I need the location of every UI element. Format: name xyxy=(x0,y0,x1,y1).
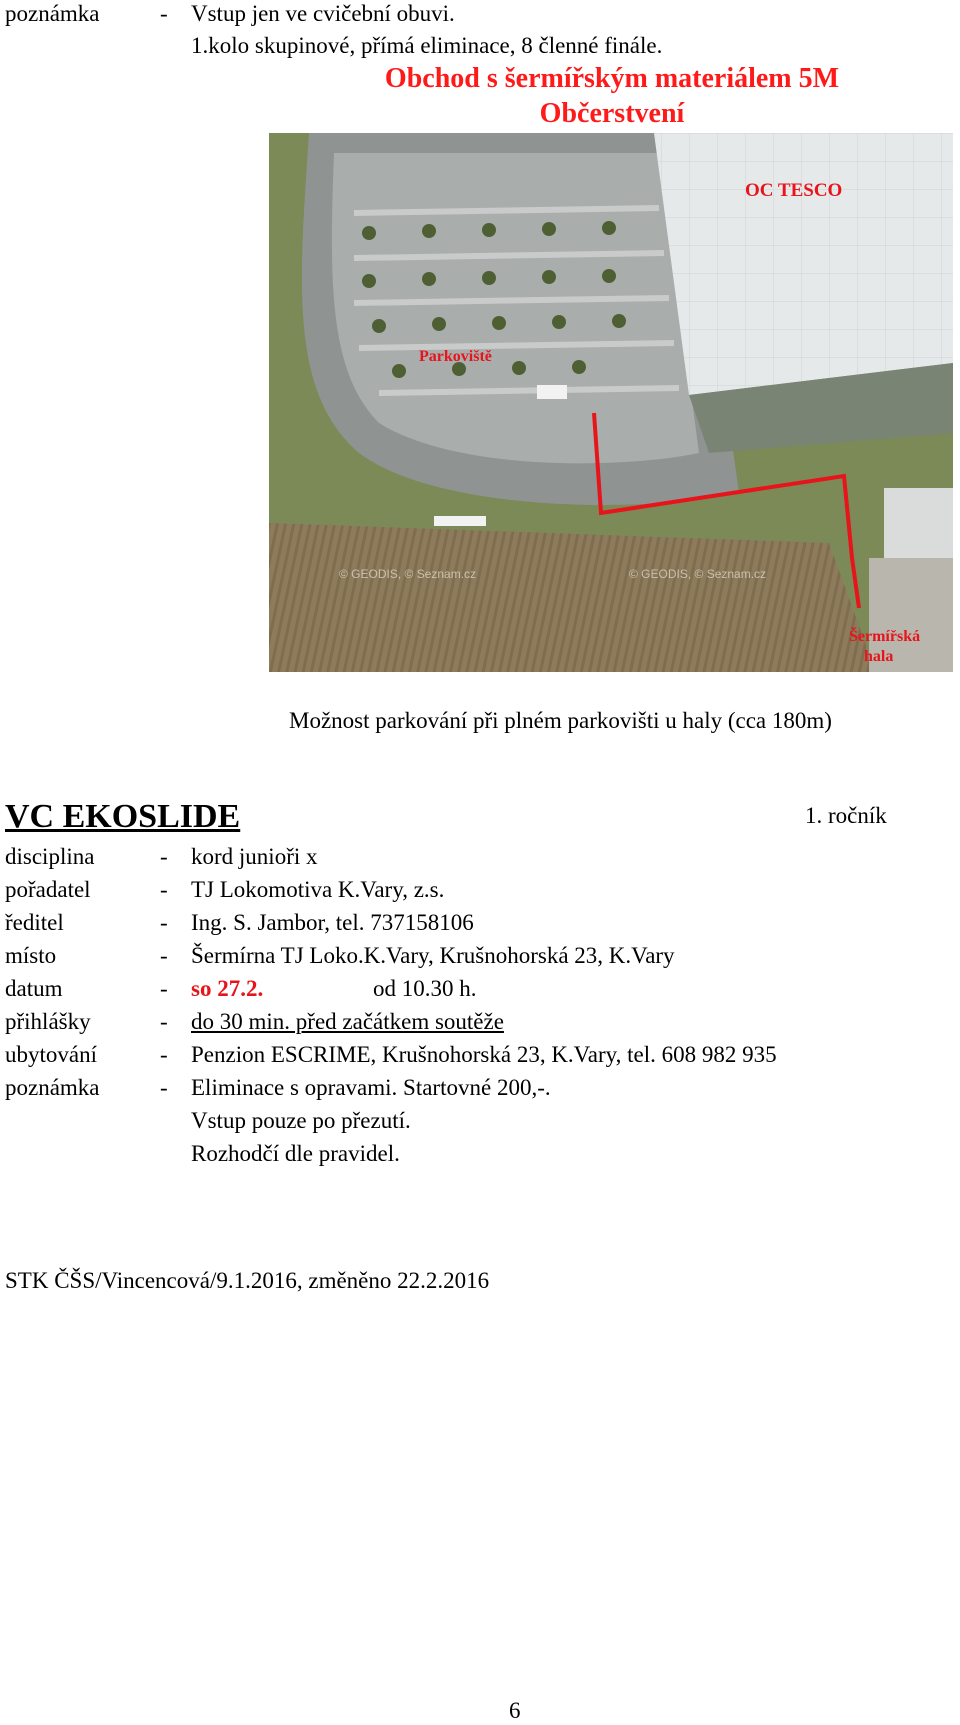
map-watermark-2: © GEODIS, © Seznam.cz xyxy=(629,567,767,581)
row-label-venue: místo xyxy=(5,943,57,968)
map-label-hall-2: hala xyxy=(864,648,894,665)
row-label-date: datum xyxy=(5,976,63,1001)
row-value-date: so 27.2. xyxy=(191,976,264,1001)
row-label-director: ředitel xyxy=(5,910,64,935)
row-dash: - xyxy=(160,1075,168,1100)
row-dash: - xyxy=(160,943,168,968)
map-hall-building xyxy=(884,488,953,558)
row-value-time: od 10.30 h. xyxy=(373,976,477,1001)
row-value-note-1: Eliminace s opravami. Startovné 200,-. xyxy=(191,1075,551,1100)
row-dash: - xyxy=(160,976,168,1001)
row-value-registration: do 30 min. před začátkem soutěže xyxy=(191,1009,504,1034)
map-title-refreshment: Občerstvení xyxy=(539,98,685,129)
map-watermark-1: © GEODIS, © Seznam.cz xyxy=(339,567,477,581)
row-dash: - xyxy=(160,844,168,869)
aerial-map xyxy=(269,133,953,672)
top-note-line-2: 1.kolo skupinové, přímá eliminace, 8 členné finále. xyxy=(191,33,663,58)
row-value-venue: Šermírna TJ Loko.K.Vary, Krušnohorská 23, K.Vary xyxy=(191,943,675,968)
row-label-discipline: disciplina xyxy=(5,844,95,869)
row-value-accommodation: Penzion ESCRIME, Krušnohorská 23, K.Vary, tel. 608 982 935 xyxy=(191,1042,777,1067)
row-dash: - xyxy=(160,1042,168,1067)
row-value-note-2: Vstup pouze po přezutí. xyxy=(191,1108,411,1133)
row-dash: - xyxy=(160,877,168,902)
footer-stamp: STK ČŠS/Vincencová/9.1.2016, změněno 22.2.2016 xyxy=(5,1268,490,1293)
map-bus xyxy=(537,385,567,399)
row-label-note: poznámka xyxy=(5,1075,100,1100)
map-label-hall-1: Šermířská xyxy=(849,628,921,645)
top-note-dash: - xyxy=(160,1,168,26)
map-title-shop: Obchod s šermířským materiálem 5M xyxy=(384,63,840,94)
page-number: 6 xyxy=(509,1698,521,1723)
row-value-discipline: kord junioři x xyxy=(191,844,318,869)
row-dash: - xyxy=(160,1009,168,1034)
map-tesco-building xyxy=(654,133,953,395)
map-parking-lot xyxy=(332,153,699,463)
row-label-accommodation: ubytování xyxy=(5,1042,97,1067)
top-note-label: poznámka xyxy=(5,1,100,26)
row-dash: - xyxy=(160,910,168,935)
map-label-tesco: OC TESCO xyxy=(745,180,843,201)
row-label-registration: přihlášky xyxy=(5,1009,91,1034)
map-caption: Možnost parkování při plném parkovišti u haly (cca 180m) xyxy=(289,708,832,733)
map-bus xyxy=(434,516,486,526)
event-title: VC EKOSLIDE xyxy=(5,798,241,835)
map-label-parking: Parkoviště xyxy=(419,348,492,365)
event-edition: 1. ročník xyxy=(805,803,887,828)
row-value-note-3: Rozhodčí dle pravidel. xyxy=(191,1141,400,1166)
row-label-organizer: pořadatel xyxy=(5,877,91,902)
top-note-line-1: Vstup jen ve cvičební obuvi. xyxy=(191,1,455,26)
row-value-organizer: TJ Lokomotiva K.Vary, z.s. xyxy=(191,877,445,902)
row-value-director: Ing. S. Jambor, tel. 737158106 xyxy=(191,910,474,935)
